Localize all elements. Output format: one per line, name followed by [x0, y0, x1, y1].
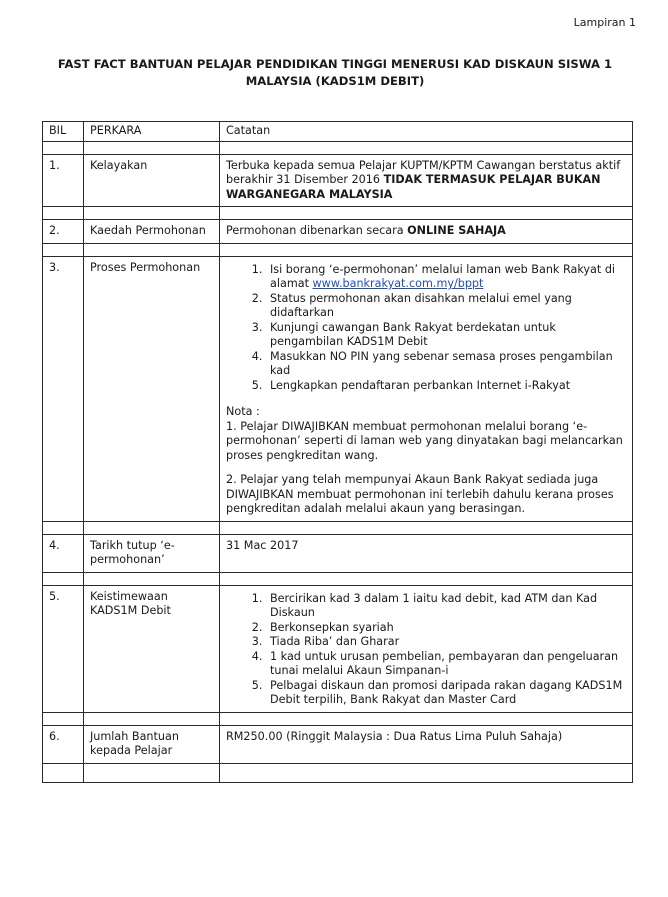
fast-fact-table: [42, 121, 633, 783]
note-label: Nota :: [226, 405, 260, 418]
note-1: 1. Pelajar DIWAJIBKAN membuat permohonan melalui borang ‘e-permohonan’ seperti di laman web yang dinyatakan bagi melancarkan proses pengkreditan wang.: [226, 419, 623, 462]
table-spacer-row: [43, 141, 633, 154]
row-number: 6.: [43, 725, 84, 763]
table-row-tarikh: [43, 534, 633, 572]
list-item: 5. Lengkapkan pendaftaran perbankan Internet i-Rakyat: [266, 379, 626, 394]
table-spacer-row: [43, 572, 633, 585]
list-item: 4. 1 kad untuk urusan pembelian, pembayaran dan pengeluaran tunai melalui Akaun Simpanan-i: [266, 650, 626, 679]
table-row-proses: [43, 256, 633, 521]
list-item: 4. Masukkan NO PIN yang sebenar semasa proses pengambilan kad: [266, 350, 626, 379]
attachment-label: Lampiran 1: [573, 16, 636, 29]
process-steps-list: [226, 263, 626, 394]
row-note: [220, 154, 633, 207]
table-spacer-row: [43, 712, 633, 725]
step-text: Isi borang ‘e-permohonan’ melalui laman web Bank Rakyat di alamat: [270, 262, 616, 290]
row-number: 3.: [43, 256, 84, 521]
list-item: 1. Bercirikan kad 3 dalam 1 iaitu kad debit, kad ATM dan Kad Diskaun: [266, 592, 626, 621]
row-note: 31 Mac 2017: [220, 534, 633, 572]
list-item: 5. Pelbagai diskaun dan promosi daripada rakan dagang KADS1M Debit terpilih, Bank Rakyat dan Master Card: [266, 679, 626, 708]
row-subject: Jumlah Bantuan kepada Pelajar: [84, 725, 220, 763]
note-2: 2. Pelajar yang telah mempunyai Akaun Bank Rakyat sediada juga DIWAJIBKAN membuat permohonan ini terlebih dahulu kerana proses pengkreditan adalah melalui akaun yang berasingan.: [226, 473, 614, 515]
document-title: [40, 56, 630, 90]
method-text: Permohonan dibenarkan secara: [226, 224, 408, 237]
table-spacer-row: [43, 243, 633, 256]
title-line-1: FAST FACT BANTUAN PELAJAR PENDIDIKAN TINGGI MENERUSI KAD DISKAUN SISWA 1: [57, 57, 613, 71]
list-item: 3. Kunjungi cawangan Bank Rakyat berdekatan untuk pengambilan KADS1M Debit: [266, 321, 626, 350]
method-online: ONLINE SAHAJA: [407, 224, 506, 237]
row-note: [220, 220, 633, 244]
header-bil: BIL: [43, 122, 84, 142]
row-number: 1.: [43, 154, 84, 207]
row-subject: Kaedah Permohonan: [84, 220, 220, 244]
features-list: [226, 592, 626, 708]
eligibility-exclusion: TIDAK TERMASUK PELAJAR BUKAN WARGANEGARA MALAYSIA: [226, 173, 601, 201]
row-subject: Proses Permohonan: [84, 256, 220, 521]
header-catatan: Catatan: [220, 122, 633, 142]
row-number: 4.: [43, 534, 84, 572]
table-spacer-row: [43, 521, 633, 534]
list-item: 2. Berkonsepkan syariah: [266, 621, 626, 636]
row-note: [220, 585, 633, 712]
table-row-jumlah: [43, 725, 633, 763]
row-subject: Kelayakan: [84, 154, 220, 207]
table-row-keistimewaan: [43, 585, 633, 712]
title-line-2: MALAYSIA (KADS1M DEBIT): [245, 74, 425, 88]
table-spacer-row: [43, 207, 633, 220]
table-row-kelayakan: [43, 154, 633, 207]
table-header-row: [43, 122, 633, 142]
row-subject: Keistimewaan KADS1M Debit: [84, 585, 220, 712]
row-subject: Tarikh tutup ‘e-permohonan’: [84, 534, 220, 572]
eligibility-text: Terbuka kepada semua Pelajar KUPTM/KPTM Cawangan berstatus aktif berakhir 31 Disember 2016: [226, 158, 621, 186]
table-row-kaedah: [43, 220, 633, 244]
bank-rakyat-link[interactable]: www.bankrakyat.com.my/bppt: [312, 277, 484, 290]
row-number: 2.: [43, 220, 84, 244]
list-item: [266, 263, 626, 292]
list-item: 2. Status permohonan akan disahkan melalui emel yang didaftarkan: [266, 292, 626, 321]
row-note: RM250.00 (Ringgit Malaysia : Dua Ratus Lima Puluh Sahaja): [220, 725, 633, 763]
list-item: 3. Tiada Riba’ dan Gharar: [266, 635, 626, 650]
table-spacer-row: [43, 763, 633, 782]
row-number: 5.: [43, 585, 84, 712]
row-note: [220, 256, 633, 521]
header-perkara: PERKARA: [84, 122, 220, 142]
